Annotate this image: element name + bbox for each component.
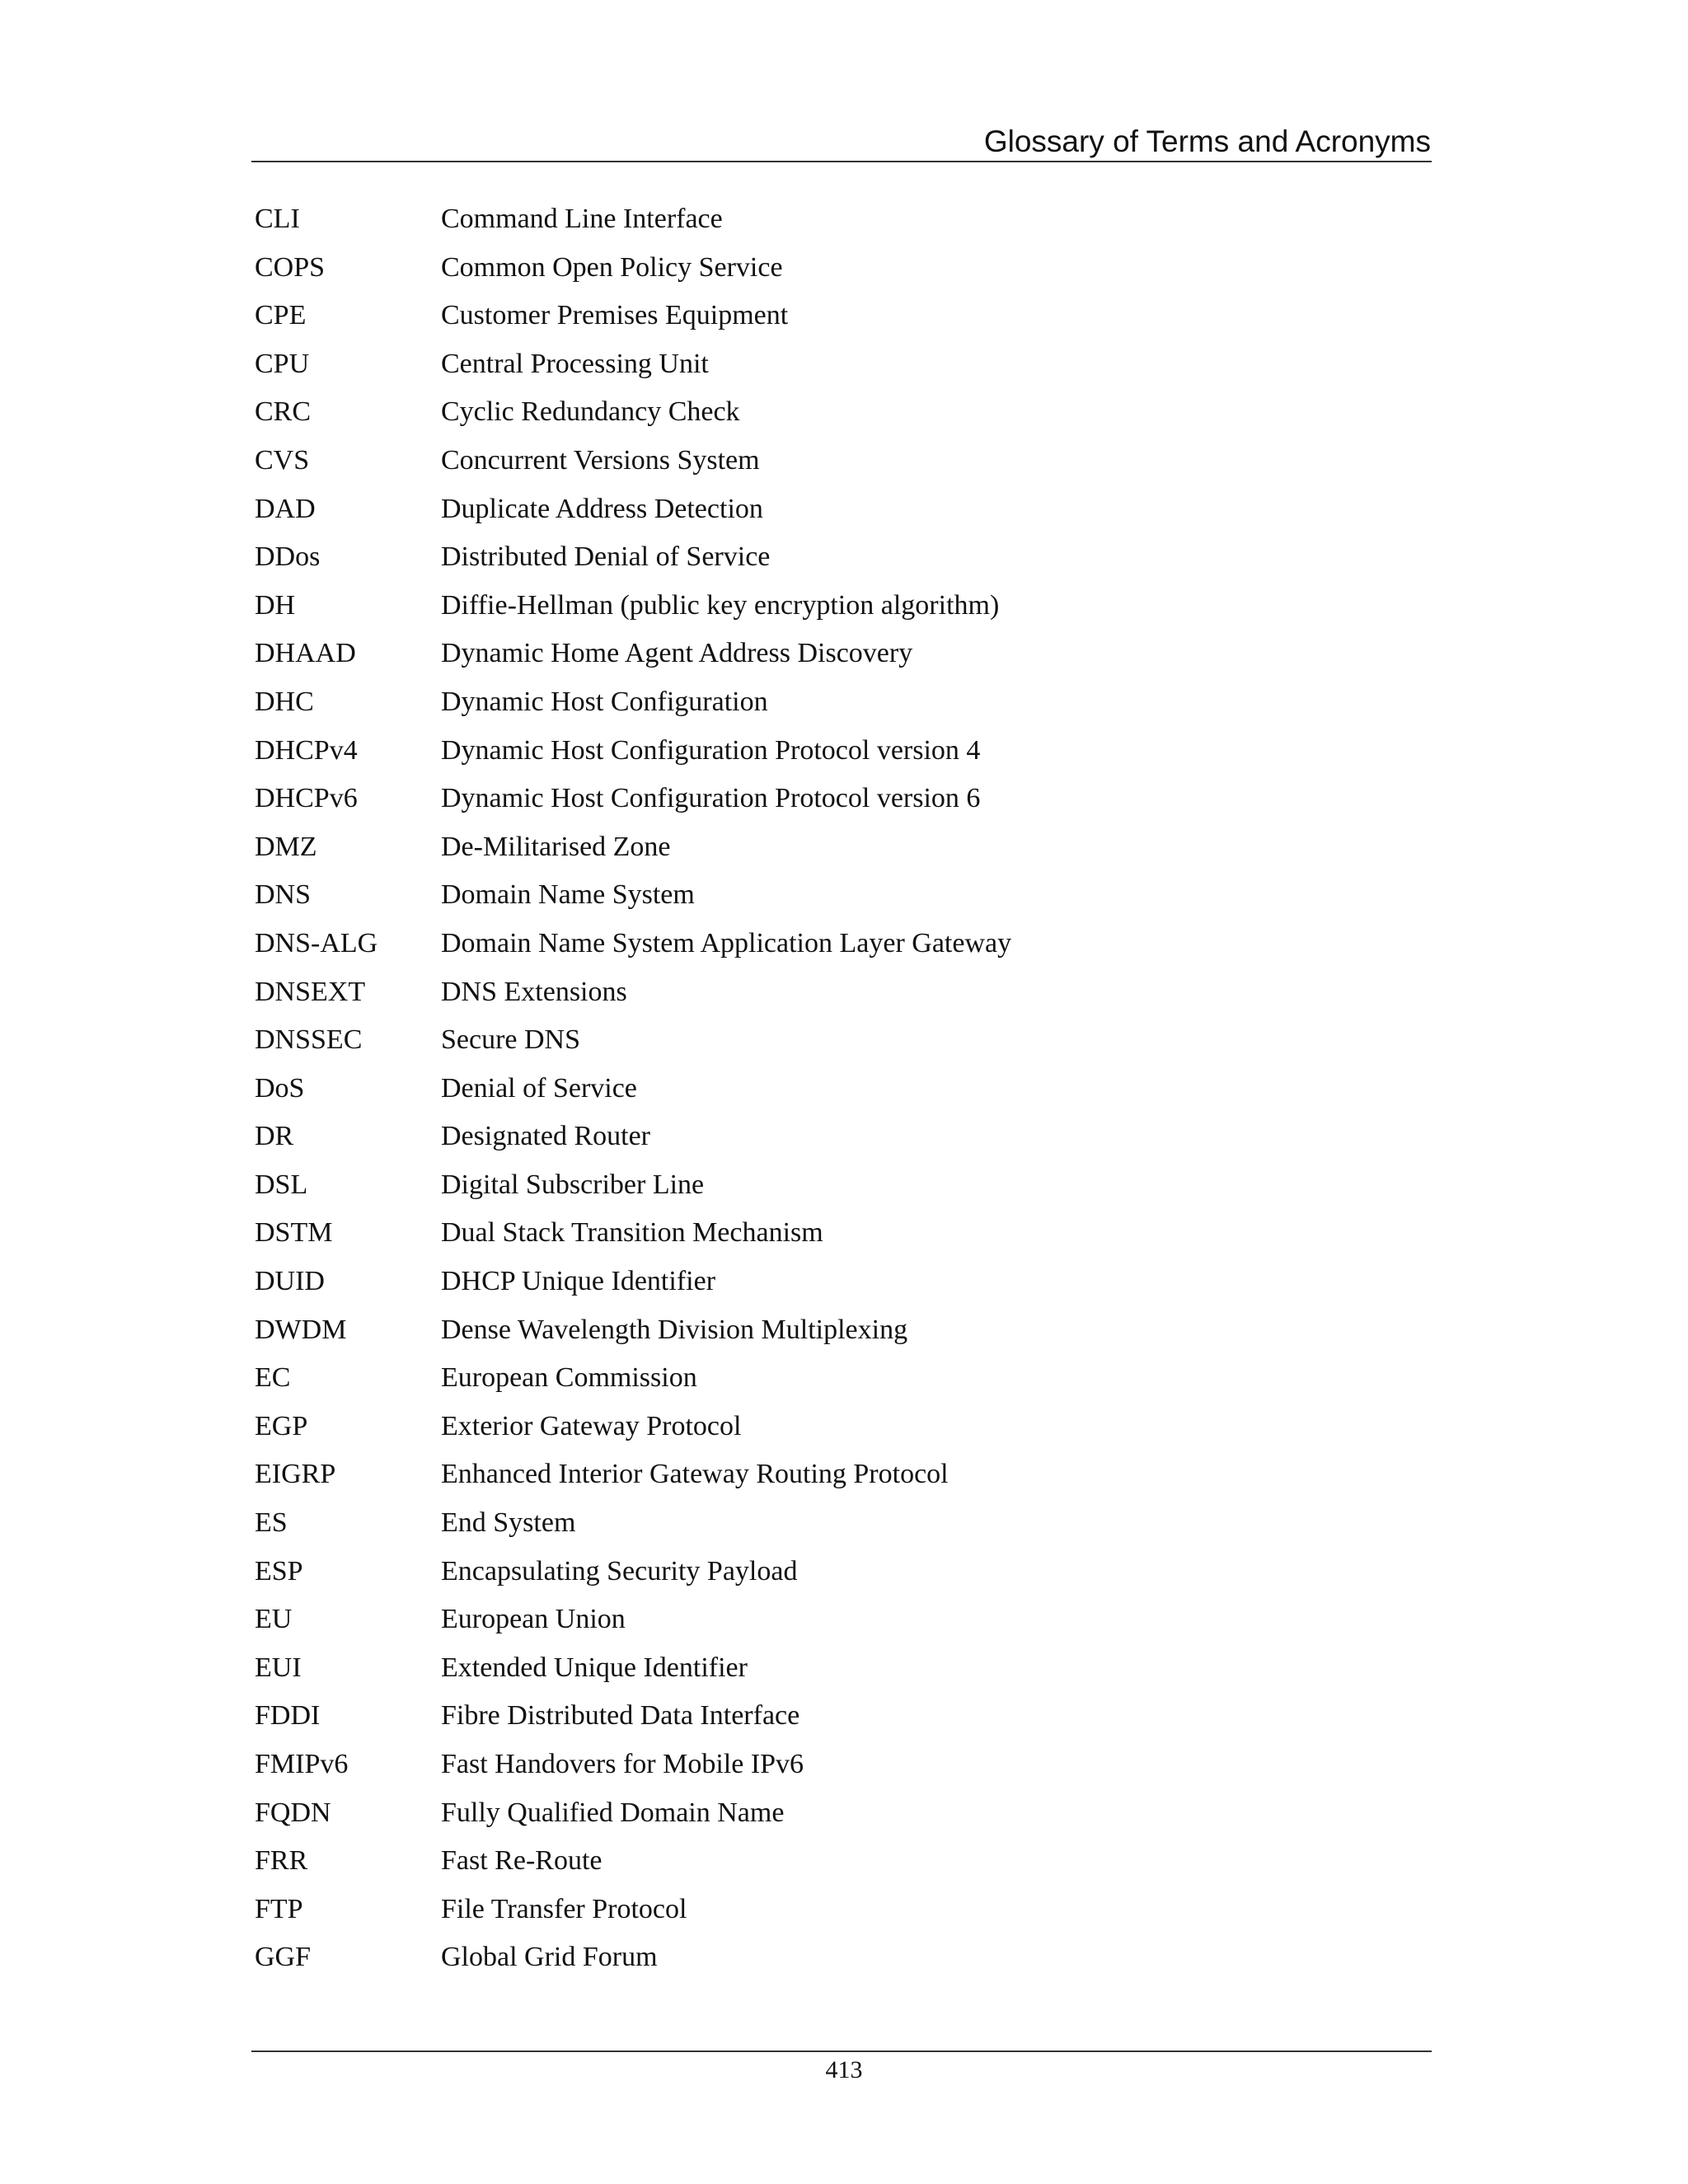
glossary-definition: European Commission (441, 1362, 697, 1394)
glossary-term: ESP (255, 1555, 303, 1586)
glossary-definition: Denial of Service (441, 1072, 637, 1104)
glossary-entry (251, 584, 1432, 633)
glossary-definition: De-Militarised Zone (441, 831, 671, 862)
glossary-entry (251, 729, 1432, 778)
glossary-entry (251, 1743, 1432, 1792)
glossary-entry (251, 826, 1432, 874)
glossary-definition: Cyclic Redundancy Check (441, 396, 740, 428)
glossary-definition: Fast Re-Route (441, 1845, 603, 1877)
footer-rule (251, 2050, 1432, 2052)
glossary-entry (251, 777, 1432, 826)
glossary-entry (251, 1115, 1432, 1164)
glossary-definition: Digital Subscriber Line (441, 1169, 705, 1200)
glossary-term: DUID (255, 1266, 325, 1297)
glossary-entry (251, 391, 1432, 439)
glossary-definition: Central Processing Unit (441, 348, 709, 379)
glossary-term: DHC (255, 686, 314, 717)
glossary-definition: Dynamic Host Configuration Protocol version 4 (441, 734, 981, 766)
glossary-entry (251, 488, 1432, 537)
glossary-term: EIGRP (255, 1459, 336, 1490)
glossary-term: COPS (255, 251, 326, 283)
glossary-term: DNSEXT (255, 976, 366, 1007)
glossary-definition: File Transfer Protocol (441, 1893, 687, 1924)
glossary-entry (251, 1936, 1432, 1985)
glossary-definition: Fully Qualified Domain Name (441, 1797, 785, 1828)
glossary-term: DNS-ALG (255, 927, 378, 958)
glossary-entry (251, 246, 1432, 295)
glossary-term: ES (255, 1507, 288, 1539)
glossary-list (251, 198, 1432, 1985)
glossary-term: DSL (255, 1169, 308, 1200)
glossary-term: FTP (255, 1893, 303, 1924)
glossary-definition: Common Open Policy Service (441, 251, 783, 283)
glossary-term: DHCPv6 (255, 783, 358, 814)
glossary-term: DR (255, 1121, 294, 1152)
glossary-definition: Dynamic Host Configuration Protocol version 6 (441, 783, 981, 814)
glossary-term: EGP (255, 1410, 308, 1441)
glossary-term: DAD (255, 493, 316, 524)
glossary-definition: Exterior Gateway Protocol (441, 1410, 742, 1441)
glossary-entry (251, 1792, 1432, 1840)
glossary-definition: End System (441, 1507, 576, 1539)
glossary-definition: Encapsulating Security Payload (441, 1555, 798, 1586)
glossary-definition: Command Line Interface (441, 204, 723, 234)
glossary-term: EUI (255, 1652, 302, 1683)
glossary-entry (251, 874, 1432, 922)
glossary-entry (251, 1598, 1432, 1647)
glossary-entry (251, 198, 1432, 246)
glossary-definition: Domain Name System Application Layer Gateway (441, 927, 1012, 958)
glossary-definition: Concurrent Versions System (441, 444, 760, 476)
glossary-entry (251, 1888, 1432, 1937)
glossary-term: DoS (255, 1072, 305, 1104)
glossary-term: FQDN (255, 1797, 331, 1828)
glossary-definition: Secure DNS (441, 1024, 581, 1056)
header-rule (251, 161, 1432, 162)
glossary-definition: Dynamic Home Agent Address Discovery (441, 638, 913, 669)
glossary-term: CLI (255, 204, 300, 234)
glossary-term: DNSSEC (255, 1024, 363, 1056)
glossary-definition: Dual Stack Transition Mechanism (441, 1217, 823, 1249)
glossary-term: CVS (255, 444, 310, 476)
glossary-entry (251, 922, 1432, 971)
glossary-term: DHCPv4 (255, 734, 358, 766)
glossary-term: EC (255, 1362, 291, 1394)
glossary-term: FDDI (255, 1700, 321, 1732)
glossary-term: CPE (255, 300, 307, 331)
glossary-definition: Domain Name System (441, 879, 695, 911)
glossary-entry (251, 1840, 1432, 1888)
glossary-term: DMZ (255, 831, 317, 862)
glossary-entry (251, 1550, 1432, 1599)
glossary-term: DH (255, 589, 296, 621)
glossary-definition: Fibre Distributed Data Interface (441, 1700, 800, 1732)
glossary-definition: Duplicate Address Detection (441, 493, 763, 524)
glossary-definition: Diffie-Hellman (public key encryption algorithm) (441, 589, 1000, 621)
glossary-term: CPU (255, 348, 310, 379)
glossary-definition: European Union (441, 1604, 626, 1635)
glossary-entry (251, 681, 1432, 729)
running-header-title: Glossary of Terms and Acronyms (983, 124, 1431, 158)
glossary-term: DNS (255, 879, 312, 911)
glossary-entry (251, 343, 1432, 391)
glossary-definition: DHCP Unique Identifier (441, 1266, 716, 1297)
glossary-entry (251, 1453, 1432, 1502)
glossary-entry (251, 632, 1432, 681)
glossary-definition: Designated Router (441, 1121, 650, 1152)
glossary-definition: Extended Unique Identifier (441, 1652, 748, 1683)
glossary-term: FRR (255, 1845, 308, 1877)
glossary-term: FMIPv6 (255, 1749, 349, 1779)
glossary-definition: Global Grid Forum (441, 1942, 658, 1973)
glossary-entry (251, 439, 1432, 488)
glossary-term: EU (255, 1604, 293, 1635)
glossary-term: GGF (255, 1942, 312, 1973)
glossary-term: DDos (255, 541, 321, 573)
glossary-term: CRC (255, 396, 312, 428)
glossary-entry (251, 294, 1432, 343)
glossary-entry (251, 1357, 1432, 1405)
page-number: 413 (825, 2056, 863, 2083)
glossary-term: DSTM (255, 1217, 333, 1249)
glossary-definition: Customer Premises Equipment (441, 300, 789, 331)
glossary-entry (251, 1647, 1432, 1695)
glossary-entry (251, 536, 1432, 584)
glossary-definition: Dynamic Host Configuration (441, 686, 768, 717)
glossary-definition: Dense Wavelength Division Multiplexing (441, 1314, 908, 1345)
glossary-entry (251, 1067, 1432, 1116)
glossary-entry (251, 1405, 1432, 1454)
glossary-definition: Fast Handovers for Mobile IPv6 (441, 1749, 804, 1779)
glossary-term: DHAAD (255, 638, 356, 669)
glossary-entry (251, 1212, 1432, 1260)
glossary-entry (251, 971, 1432, 1019)
glossary-entry (251, 1164, 1432, 1212)
glossary-entry (251, 1502, 1432, 1550)
glossary-definition: DNS Extensions (441, 976, 627, 1007)
glossary-entry (251, 1260, 1432, 1309)
glossary-term: DWDM (255, 1314, 347, 1345)
glossary-entry (251, 1694, 1432, 1743)
glossary-definition: Enhanced Interior Gateway Routing Protocol (441, 1459, 949, 1490)
glossary-definition: Distributed Denial of Service (441, 541, 771, 573)
glossary-entry (251, 1019, 1432, 1067)
glossary-entry (251, 1309, 1432, 1357)
